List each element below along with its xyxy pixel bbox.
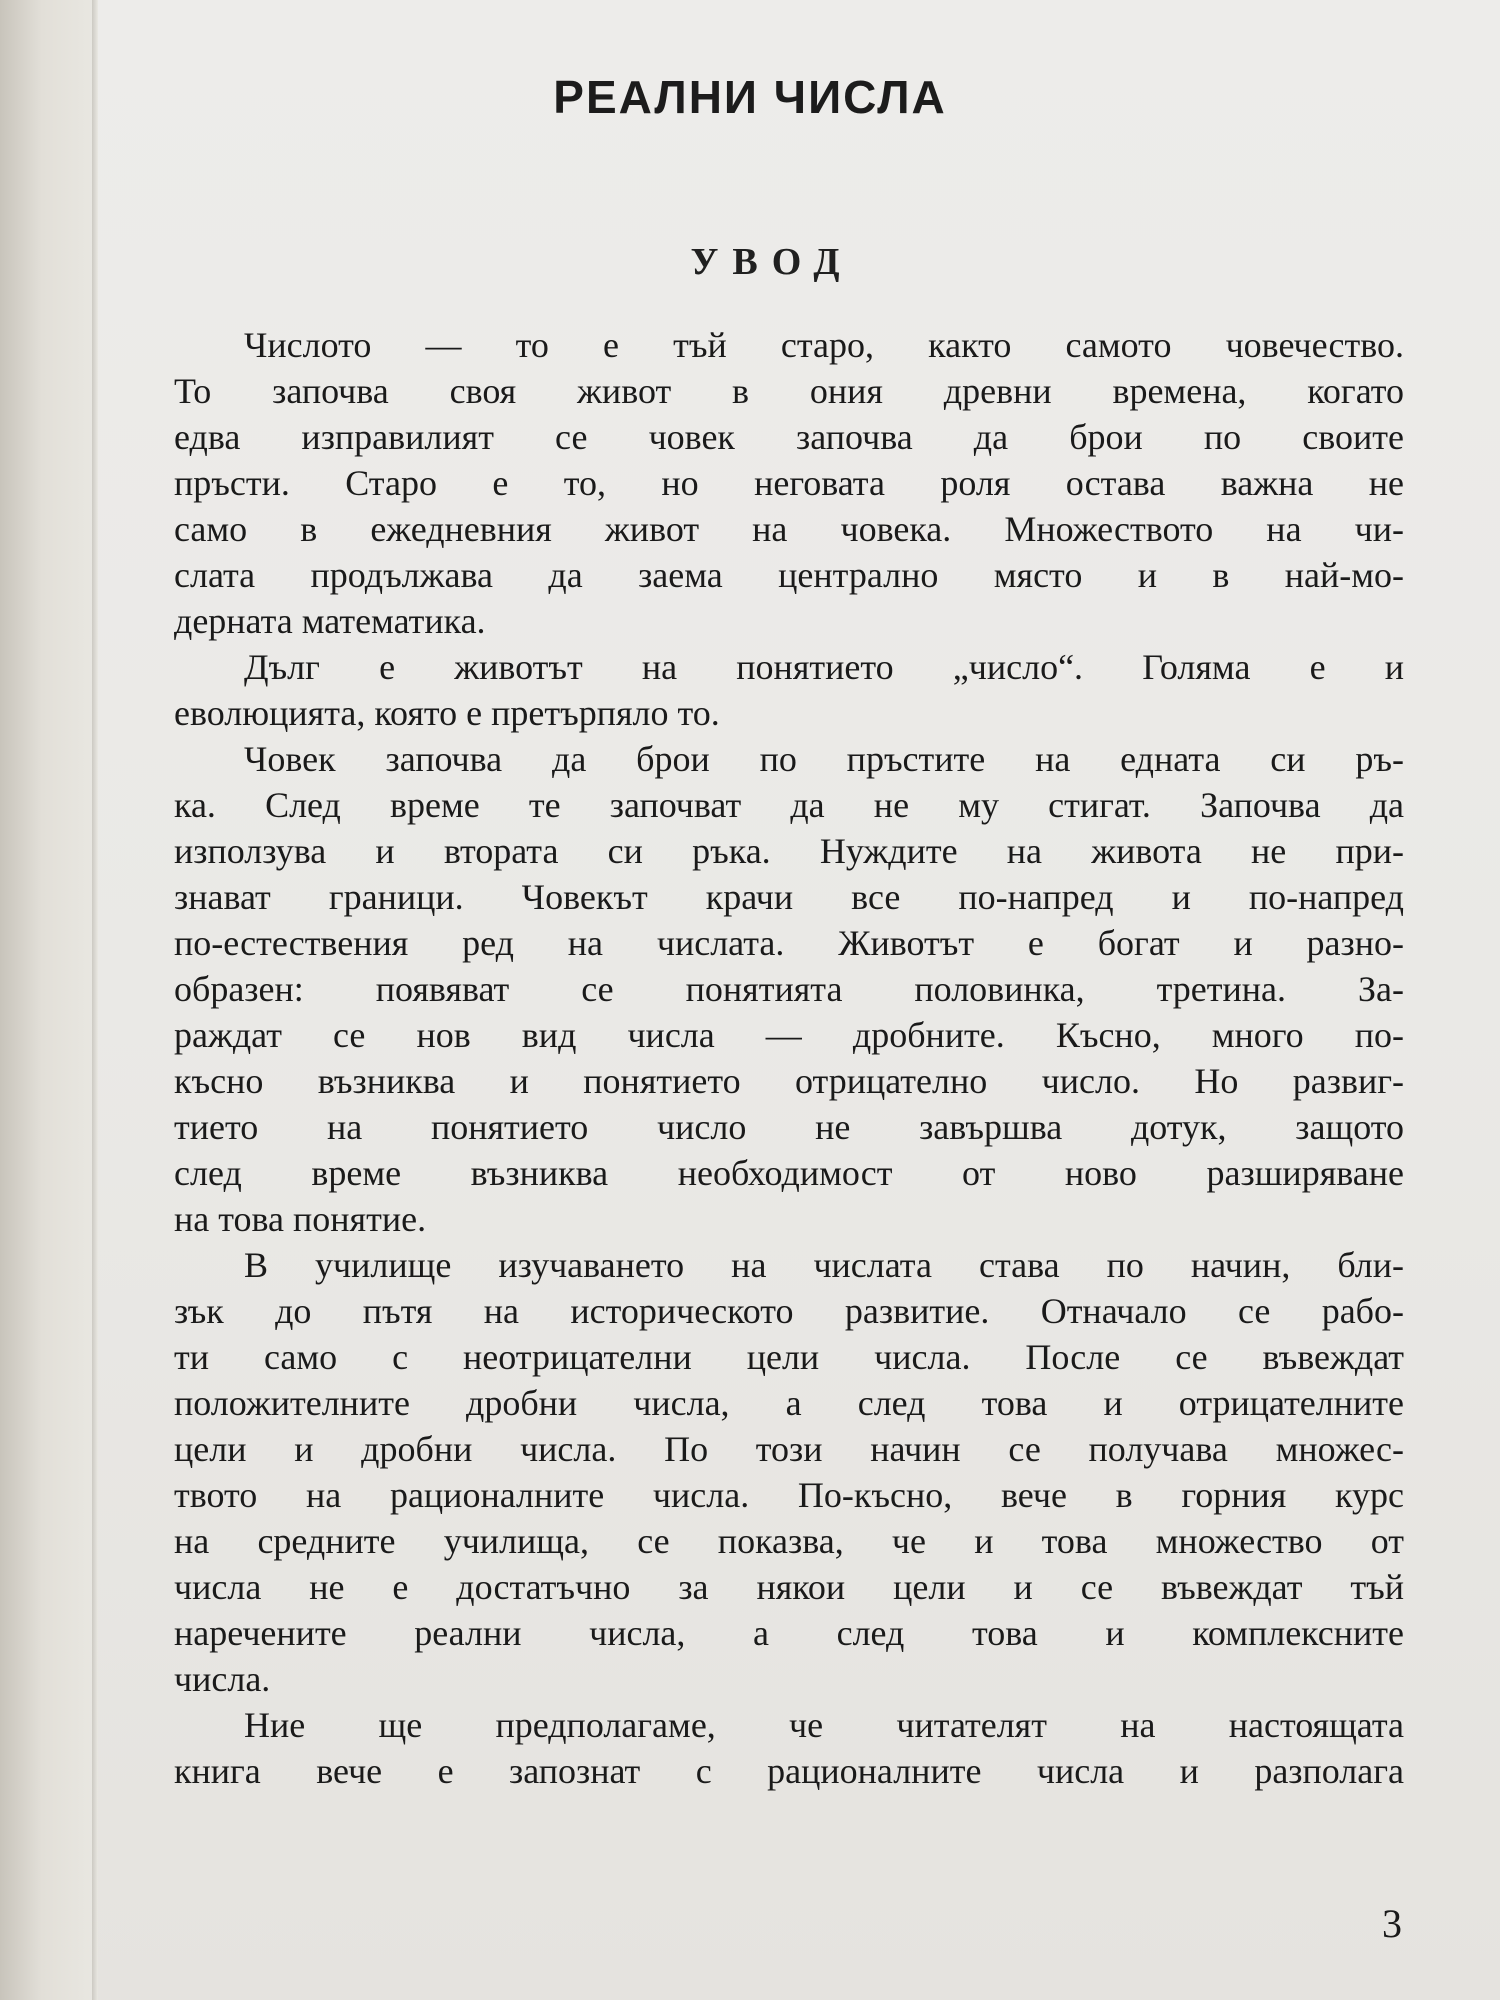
chapter-title: РЕАЛНИ ЧИСЛА bbox=[553, 71, 947, 123]
section-heading: УВОД bbox=[690, 241, 854, 283]
text-line: раждат се нов вид числа — дробните. Късно, много по- bbox=[174, 1015, 1404, 1055]
text-line: ка. След време те започват да не му стигат. Започва да bbox=[174, 785, 1404, 825]
text-line: на средните училища, се показва, че и това множество от bbox=[174, 1521, 1404, 1561]
text-line: след време възниква необходимост от ново разширяване bbox=[174, 1153, 1404, 1193]
text-line: слата продължава да заема централно място и в най-мо- bbox=[174, 555, 1404, 595]
text-line: пръсти. Старо е то, но неговата роля остава важна не bbox=[174, 463, 1404, 503]
text-line: на това понятие. bbox=[174, 1199, 427, 1239]
text-line: зък до пътя на историческото развитие. Отначало се рабо- bbox=[174, 1291, 1404, 1331]
text-line: Дълг е животът на понятието „число“. Голяма е и bbox=[244, 647, 1404, 687]
text-line: наречените реални числа, а след това и комплексните bbox=[174, 1613, 1404, 1653]
text-line: Числото — то е тъй старо, както самото човечество. bbox=[244, 325, 1404, 365]
text-line: знават граници. Човекът крачи все по-напред и по-напред bbox=[174, 877, 1404, 917]
text-line: Ние ще предполагаме, че читателят на настоящата bbox=[244, 1705, 1404, 1745]
text-line: дерната математика. bbox=[174, 601, 486, 641]
text-line: използува и втората си ръка. Нуждите на живота не при- bbox=[174, 831, 1404, 871]
text-line: числа. bbox=[174, 1659, 271, 1699]
text-line: книга вече е запознат с рационалните числа и разполага bbox=[174, 1751, 1404, 1791]
text-line: цели и дробни числа. По този начин се получава множес- bbox=[174, 1429, 1404, 1469]
text-line: тието на понятието число не завършва дотук, защото bbox=[174, 1107, 1404, 1147]
body-text bbox=[174, 322, 1404, 1794]
text-line: ти само с неотрицателни цели числа. После се въвеждат bbox=[174, 1337, 1404, 1377]
text-line: по-естествения ред на числата. Животът е богат и разно- bbox=[174, 923, 1404, 963]
text-line: образен: появяват се понятията половинка, третина. За- bbox=[174, 969, 1404, 1009]
page-number: 3 bbox=[1382, 1901, 1402, 1946]
text-line: твото на рационалните числа. По-късно, вече в горния курс bbox=[174, 1475, 1404, 1515]
text-line: числа не е достатъчно за някои цели и се въвеждат тъй bbox=[174, 1567, 1404, 1607]
text-line: То започва своя живот в ония древни времена, когато bbox=[174, 371, 1404, 411]
text-line: В училище изучаването на числата става по начин, бли- bbox=[244, 1245, 1404, 1285]
text-line: Човек започва да брои по пръстите на едната си ръ- bbox=[244, 739, 1404, 779]
text-line: късно възниква и понятието отрицателно число. Но развиг- bbox=[174, 1061, 1404, 1101]
text-line: едва изправилият се човек започва да брои по своите bbox=[174, 417, 1404, 457]
text-line: само в ежедневния живот на човека. Множеството на чи- bbox=[174, 509, 1404, 549]
text-line: положителните дробни числа, а след това и отрицателните bbox=[174, 1383, 1404, 1423]
text-line: еволюцията, която е претърпяло то. bbox=[174, 693, 720, 733]
